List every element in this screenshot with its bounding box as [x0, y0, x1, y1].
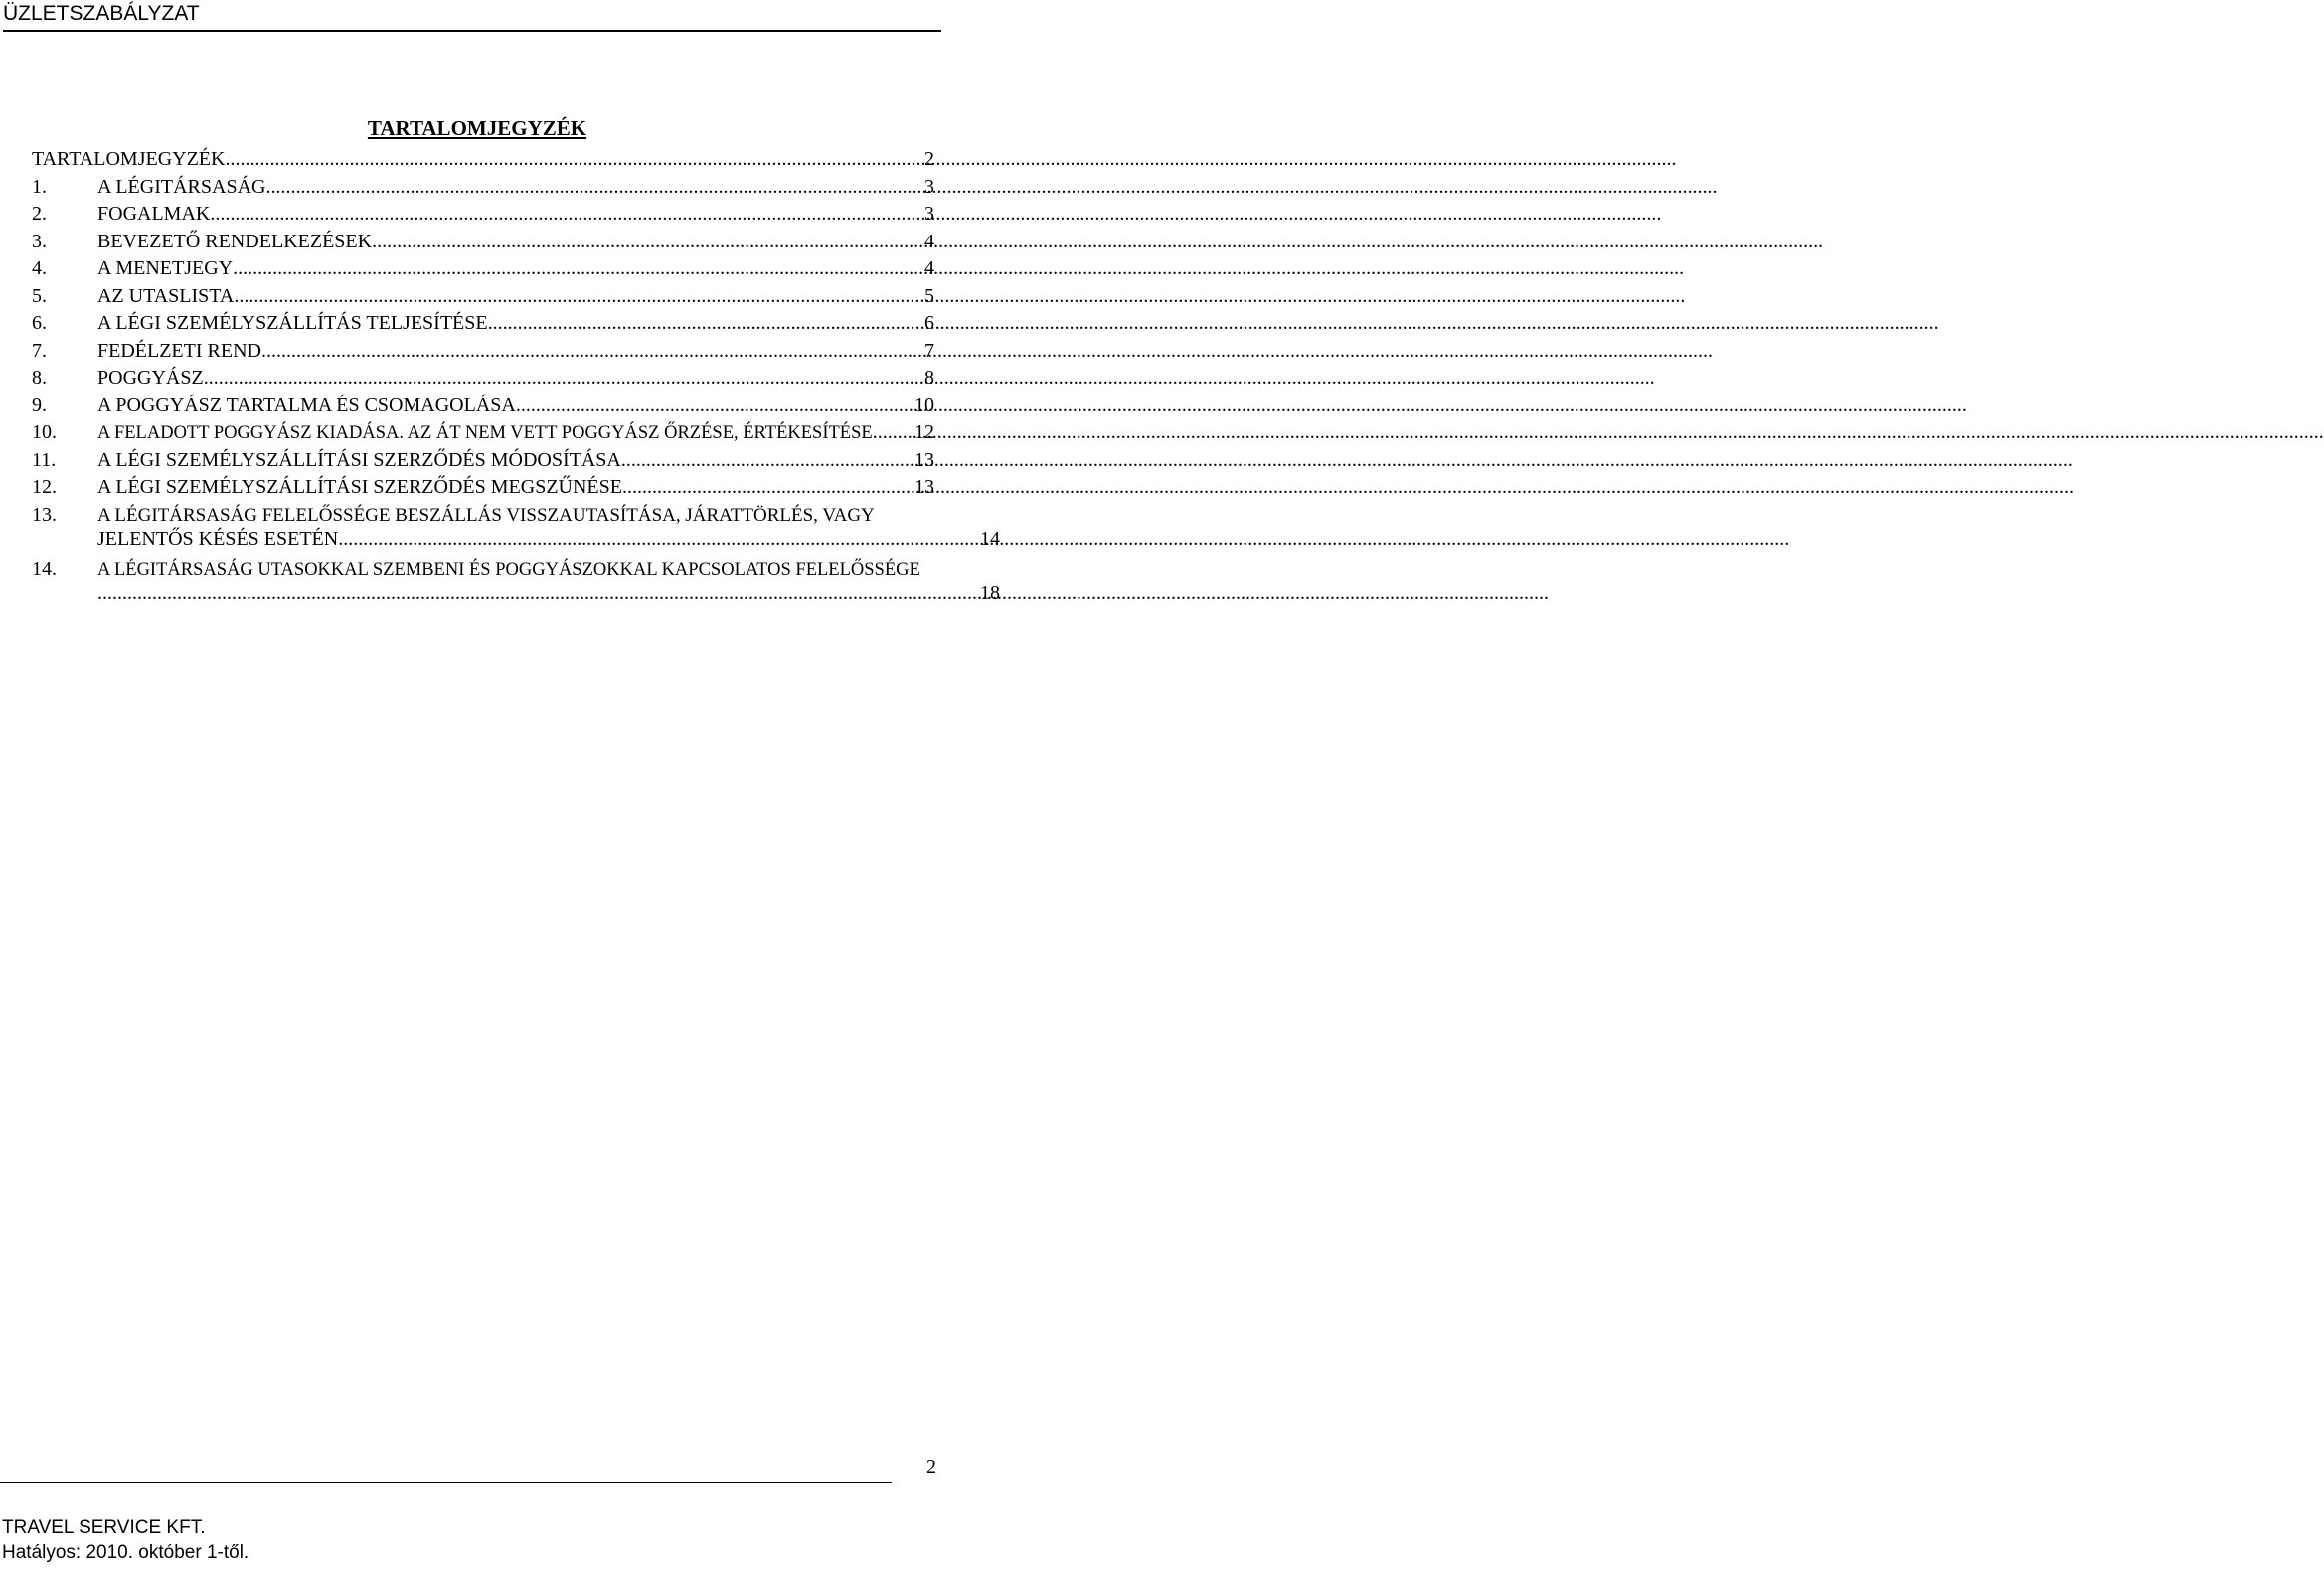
- toc-entry-number: 2.: [32, 203, 47, 225]
- toc-entry-title: POGGYÁSZ: [97, 367, 204, 389]
- toc-entry-number: 9.: [32, 394, 47, 416]
- toc-entry-title: BEVEZETŐ RENDELKEZÉSEK: [97, 230, 373, 252]
- toc-entry-title: FEDÉLZETI REND: [97, 339, 261, 362]
- toc-entry-number: 6.: [32, 312, 47, 334]
- company-name: TRAVEL SERVICE KFT.: [2, 1517, 206, 1538]
- effective-date: Hatályos: 2010. október 1-től.: [2, 1542, 249, 1563]
- footer-divider: [0, 1482, 892, 1483]
- toc-entry-number: 10.: [32, 421, 57, 443]
- toc-entry-13[interactable]: [32, 503, 1000, 557]
- toc-leader-dots: [225, 147, 923, 171]
- toc-entry-title: A LÉGITÁRSASÁG FELELŐSSÉGE BESZÁLLÁS VISSZAUTASÍTÁSA, JÁRATTÖRLÉS, VAGY: [97, 504, 875, 526]
- toc-entry-number: 8.: [32, 367, 47, 389]
- toc-entry-title: A LÉGI SZEMÉLYSZÁLLÍTÁS TELJESÍTÉSE: [97, 312, 488, 334]
- toc-entry-9[interactable]: [32, 394, 934, 421]
- toc-entry-number: 11.: [32, 448, 57, 471]
- document-title: ÜZLETSZABÁLYZAT: [3, 2, 200, 25]
- toc-leader-dots: [372, 230, 923, 253]
- toc-entry-1[interactable]: [32, 175, 934, 203]
- toc-heading: TARTALOMJEGYZÉK: [367, 116, 587, 140]
- toc-entry-title: A FELADOTT POGGYÁSZ KIADÁSA. AZ ÁT NEM VETT POGGYÁSZ ŐRZÉSE, ÉRTÉKESÍTÉSE: [97, 423, 873, 443]
- toc-entry-title: A LÉGITÁRSASÁG UTASOKKAL SZEMBENI ÉS POGGYÁSZOKKAL KAPCSOLATOS FELELŐSSÉGE: [97, 559, 920, 580]
- toc-entry-page: 6: [924, 312, 934, 334]
- toc-entry-8[interactable]: [32, 366, 934, 394]
- toc-entry-page: 7: [924, 339, 934, 362]
- toc-entry-title: TARTALOMJEGYZÉK: [32, 148, 226, 170]
- toc-entry-number: 12.: [32, 476, 57, 498]
- toc-entry-number: 1.: [32, 175, 47, 198]
- toc-entry-3[interactable]: [32, 230, 934, 257]
- toc-leader-dots: [338, 527, 979, 551]
- toc-entry-6[interactable]: [32, 311, 934, 339]
- toc-entry-page: 10: [914, 394, 934, 416]
- toc-entry-4[interactable]: [32, 256, 934, 284]
- document-header: [3, 2, 941, 32]
- toc-entry-number: 7.: [32, 339, 47, 362]
- toc-leader-dots: [97, 581, 979, 605]
- toc-entry-number: 13.: [32, 503, 57, 526]
- toc-leader-dots: [516, 394, 913, 417]
- toc-entry-page: 3: [924, 175, 934, 198]
- table-of-contents: [32, 147, 1000, 612]
- toc-entry-2[interactable]: [32, 202, 934, 230]
- toc-entry-5[interactable]: [32, 284, 934, 312]
- toc-entry-number: 3.: [32, 230, 47, 252]
- toc-entry-page: 13: [914, 476, 934, 498]
- toc-leader-dots: [261, 339, 923, 363]
- toc-entry-page: 4: [924, 230, 934, 252]
- toc-entry-title: AZ UTASLISTA: [97, 284, 235, 307]
- toc-entry-14[interactable]: [32, 557, 1000, 612]
- toc-entry-page: 13: [914, 448, 934, 471]
- toc-leader-dots: [622, 475, 913, 499]
- toc-entry-page: 14: [980, 527, 1000, 550]
- toc-leader-dots: [873, 420, 913, 444]
- toc-entry-number: 4.: [32, 257, 47, 279]
- toc-entry-title-continued: JELENTŐS KÉSÉS ESETÉN: [97, 527, 339, 550]
- toc-entry-title: A LÉGI SZEMÉLYSZÁLLÍTÁSI SZERZŐDÉS MÓDOSÍTÁSA: [97, 448, 621, 471]
- toc-entry-page: 5: [924, 284, 934, 307]
- toc-leader-dots: [621, 448, 913, 472]
- toc-leader-dots: [234, 284, 923, 308]
- toc-entry-contents[interactable]: [32, 147, 934, 175]
- toc-entry-title: A LÉGITÁRSASÁG: [97, 175, 266, 198]
- toc-entry-number: 14.: [32, 557, 57, 580]
- document-footer: [0, 1455, 954, 1574]
- toc-leader-dots: [204, 366, 923, 390]
- toc-leader-dots: [488, 311, 923, 335]
- toc-entry-title: A LÉGI SZEMÉLYSZÁLLÍTÁSI SZERZŐDÉS MEGSZŰNÉSE: [97, 476, 622, 498]
- toc-entry-12[interactable]: [32, 475, 934, 503]
- toc-entry-page: 12: [914, 421, 934, 443]
- toc-entry-title: FOGALMAK: [97, 203, 211, 225]
- toc-entry-page: 2: [924, 148, 934, 170]
- page-number: 2: [926, 1456, 936, 1478]
- toc-entry-page: 3: [924, 203, 934, 225]
- toc-entry-11[interactable]: [32, 448, 934, 476]
- toc-entry-page: 18: [980, 581, 1000, 604]
- toc-entry-page: 8: [924, 367, 934, 389]
- toc-entry-7[interactable]: [32, 339, 934, 367]
- toc-leader-dots: [233, 256, 923, 280]
- toc-entry-title: A POGGYÁSZ TARTALMA ÉS CSOMAGOLÁSA: [97, 394, 516, 416]
- toc-leader-dots: [210, 202, 923, 226]
- toc-entry-title: A MENETJEGY: [97, 257, 234, 279]
- toc-leader-dots: [265, 175, 923, 199]
- toc-entry-page: 4: [924, 257, 934, 279]
- toc-entry-number: 5.: [32, 284, 47, 307]
- toc-entry-10[interactable]: [32, 420, 934, 448]
